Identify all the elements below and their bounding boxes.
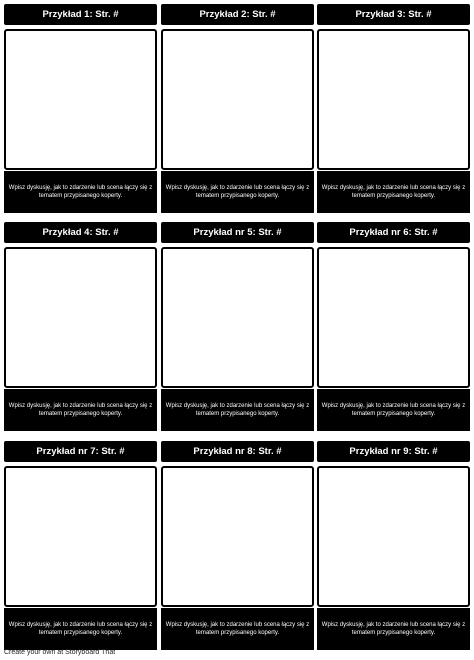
storyboard-cell-9: [317, 441, 470, 650]
cell-title[interactable]: Przykład nr 8: Str. #: [161, 441, 314, 462]
storyboard-row-3: [4, 441, 470, 650]
cell-caption[interactable]: Wpisz dyskusję, jak to zdarzenie lub scena łączy się z tematem przypisanego koperty.: [4, 608, 157, 650]
scene-frame[interactable]: [161, 247, 314, 388]
cell-title[interactable]: Przykład nr 6: Str. #: [317, 222, 470, 243]
cell-caption[interactable]: Wpisz dyskusję, jak to zdarzenie lub scena łączy się z tematem przypisanego koperty.: [4, 171, 157, 213]
storyboard-cell-8: [161, 441, 314, 650]
scene-frame[interactable]: [317, 247, 470, 388]
scene-frame[interactable]: [317, 466, 470, 607]
scene-frame[interactable]: [161, 466, 314, 607]
cell-caption[interactable]: Wpisz dyskusję, jak to zdarzenie lub scena łączy się z tematem przypisanego koperty.: [161, 389, 314, 431]
cell-title[interactable]: Przykład nr 9: Str. #: [317, 441, 470, 462]
scene-frame[interactable]: [4, 29, 157, 170]
cell-caption[interactable]: Wpisz dyskusję, jak to zdarzenie lub scena łączy się z tematem przypisanego koperty.: [161, 608, 314, 650]
cell-caption[interactable]: Wpisz dyskusję, jak to zdarzenie lub scena łączy się z tematem przypisanego koperty.: [317, 389, 470, 431]
storyboard-cell-5: [161, 222, 314, 431]
storyboard-cell-6: [317, 222, 470, 431]
cell-caption[interactable]: Wpisz dyskusję, jak to zdarzenie lub scena łączy się z tematem przypisanego koperty.: [161, 171, 314, 213]
storyboard-cell-2: [161, 4, 314, 213]
cell-title[interactable]: Przykład nr 7: Str. #: [4, 441, 157, 462]
scene-frame[interactable]: [4, 247, 157, 388]
cell-title[interactable]: Przykład 1: Str. #: [4, 4, 157, 25]
scene-frame[interactable]: [317, 29, 470, 170]
cell-caption[interactable]: Wpisz dyskusję, jak to zdarzenie lub scena łączy się z tematem przypisanego koperty.: [4, 389, 157, 431]
cell-title[interactable]: Przykład 2: Str. #: [161, 4, 314, 25]
scene-frame[interactable]: [161, 29, 314, 170]
storyboard-row-1: [4, 4, 470, 213]
storyboard-cell-4: [4, 222, 157, 431]
storyboard-cell-7: [4, 441, 157, 650]
cell-title[interactable]: Przykład nr 5: Str. #: [161, 222, 314, 243]
cell-title[interactable]: Przykład 3: Str. #: [317, 4, 470, 25]
scene-frame[interactable]: [4, 466, 157, 607]
cell-caption[interactable]: Wpisz dyskusję, jak to zdarzenie lub scena łączy się z tematem przypisanego koperty.: [317, 171, 470, 213]
storyboard-row-2: [4, 222, 470, 431]
storyboard-cell-3: [317, 4, 470, 213]
storyboard-cell-1: [4, 4, 157, 213]
footer-credit: Create your own at Storyboard That: [4, 649, 116, 656]
cell-title[interactable]: Przykład 4: Str. #: [4, 222, 157, 243]
cell-caption[interactable]: Wpisz dyskusję, jak to zdarzenie lub scena łączy się z tematem przypisanego koperty.: [317, 608, 470, 650]
